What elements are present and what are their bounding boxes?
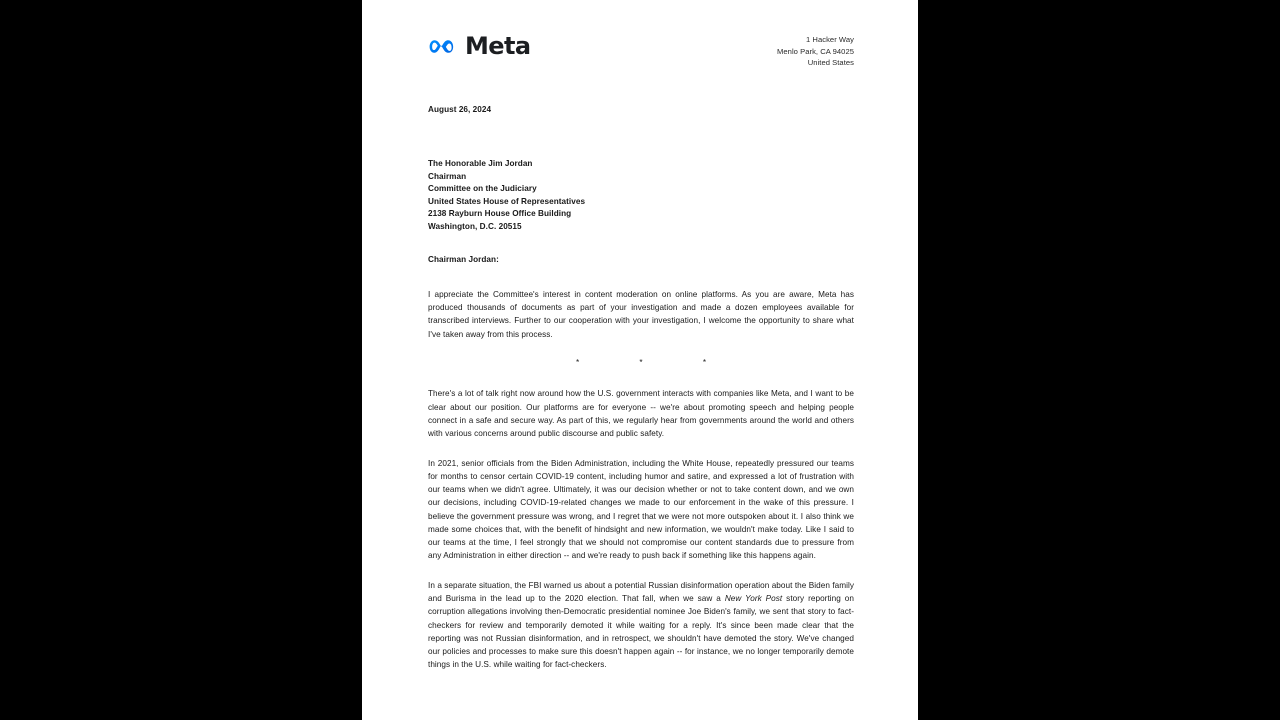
meta-brand-lockup [428,34,530,58]
paragraph-4 [428,579,854,672]
recipient-line: Committee on the Judiciary [428,184,537,194]
paragraph-3: In 2021, senior officials from the Biden Administration, including the White House, repeatedly pressured our teams for months to censor certain COVID-19 content, including humor and satire, and expressed a lot of frustration with our teams when we didn't agree. Ultimately, it was our decision whether or not to take content down, and we own our decisions, including COVID-19-related changes we made to our enforcement in the wake of this pressure. I believe the government pressure was wrong, and I regret that we were not more outspoken about it. I also think we made some choices that, with the benefit of hindsight and new information, we wouldn't make today. Like I said to our teams at the time, I feel strongly that we should not compromise our content standards due to pressure from any Administration in either direction -- and we're ready to push back if something like this happens again. [428,458,854,561]
meta-wordmark: Meta [465,32,531,60]
recipient-line: 2138 Rayburn House Office Building [428,209,572,219]
sender-address-line: 1 Hacker Way [805,35,854,44]
publication-name-italic: New York Post [724,594,783,604]
letter-body [428,104,854,672]
letterbox-left [0,0,362,720]
recipient-line: Washington, D.C. 20515 [428,221,522,231]
paragraph-4-text-before-italic: In a separate situation, the FBI warned us about a potential Russian disinformation operation about the Biden family and Burisma in the lead up to the 2020 election. That fall, when we saw a [428,580,854,604]
recipient-line: The Honorable Jim Jordan [428,159,533,169]
sender-address-block [777,34,854,69]
salutation: Chairman Jordan: [428,255,499,265]
asterisk-separator [428,357,854,368]
letter-page [362,0,918,720]
asterisk-glyph: * [639,357,643,367]
asterisk-glyph: * [575,357,580,367]
paragraph-1: I appreciate the Committee's interest in content moderation on online platforms. As you are aware, Meta has produced thousands of documents as part of your investigation and made a dozen employees available for transcribed interviews. Further to our cooperation with your investigation, I welcome the opportunity to share what I've taken away from this process. [428,289,854,339]
meta-infinity-logo-icon [428,36,458,57]
sender-address-line: United States [807,58,854,68]
asterisk-glyph: * [702,357,707,367]
paragraph-2: There's a lot of talk right now around how the U.S. government interacts with companies like Meta, and I want to be clear about our position. Our platforms are for everyone -- we're about promoting speech and helping people connect in a safe and secure way. As part of this, we regularly hear from governments around the world and others with various concerns around public discourse and public safety. [428,389,854,439]
paragraph-4-text-after-italic: story reporting on corruption allegations involving then-Democratic presidential nominee Joe Biden's family, we sent that story to fact-checkers for review and temporarily demoted it while waiting for a reply. It's since been made clear that the reporting was not Russian disinformation, and in retrospect, we shouldn't have demoted the story. We've changed our policies and processes to make sure this doesn't happen again -- for instance, we no longer temporarily demote things in the U.S. while waiting for fact-checkers. [428,594,855,670]
letter-date: August 26, 2024 [428,105,492,114]
letterbox-right [918,0,1280,720]
recipient-line: United States House of Representatives [428,196,586,206]
sender-address-line: Menlo Park, CA 94025 [777,46,854,56]
recipient-address-block [428,158,854,233]
letterhead [362,28,918,72]
recipient-line: Chairman [428,171,467,181]
